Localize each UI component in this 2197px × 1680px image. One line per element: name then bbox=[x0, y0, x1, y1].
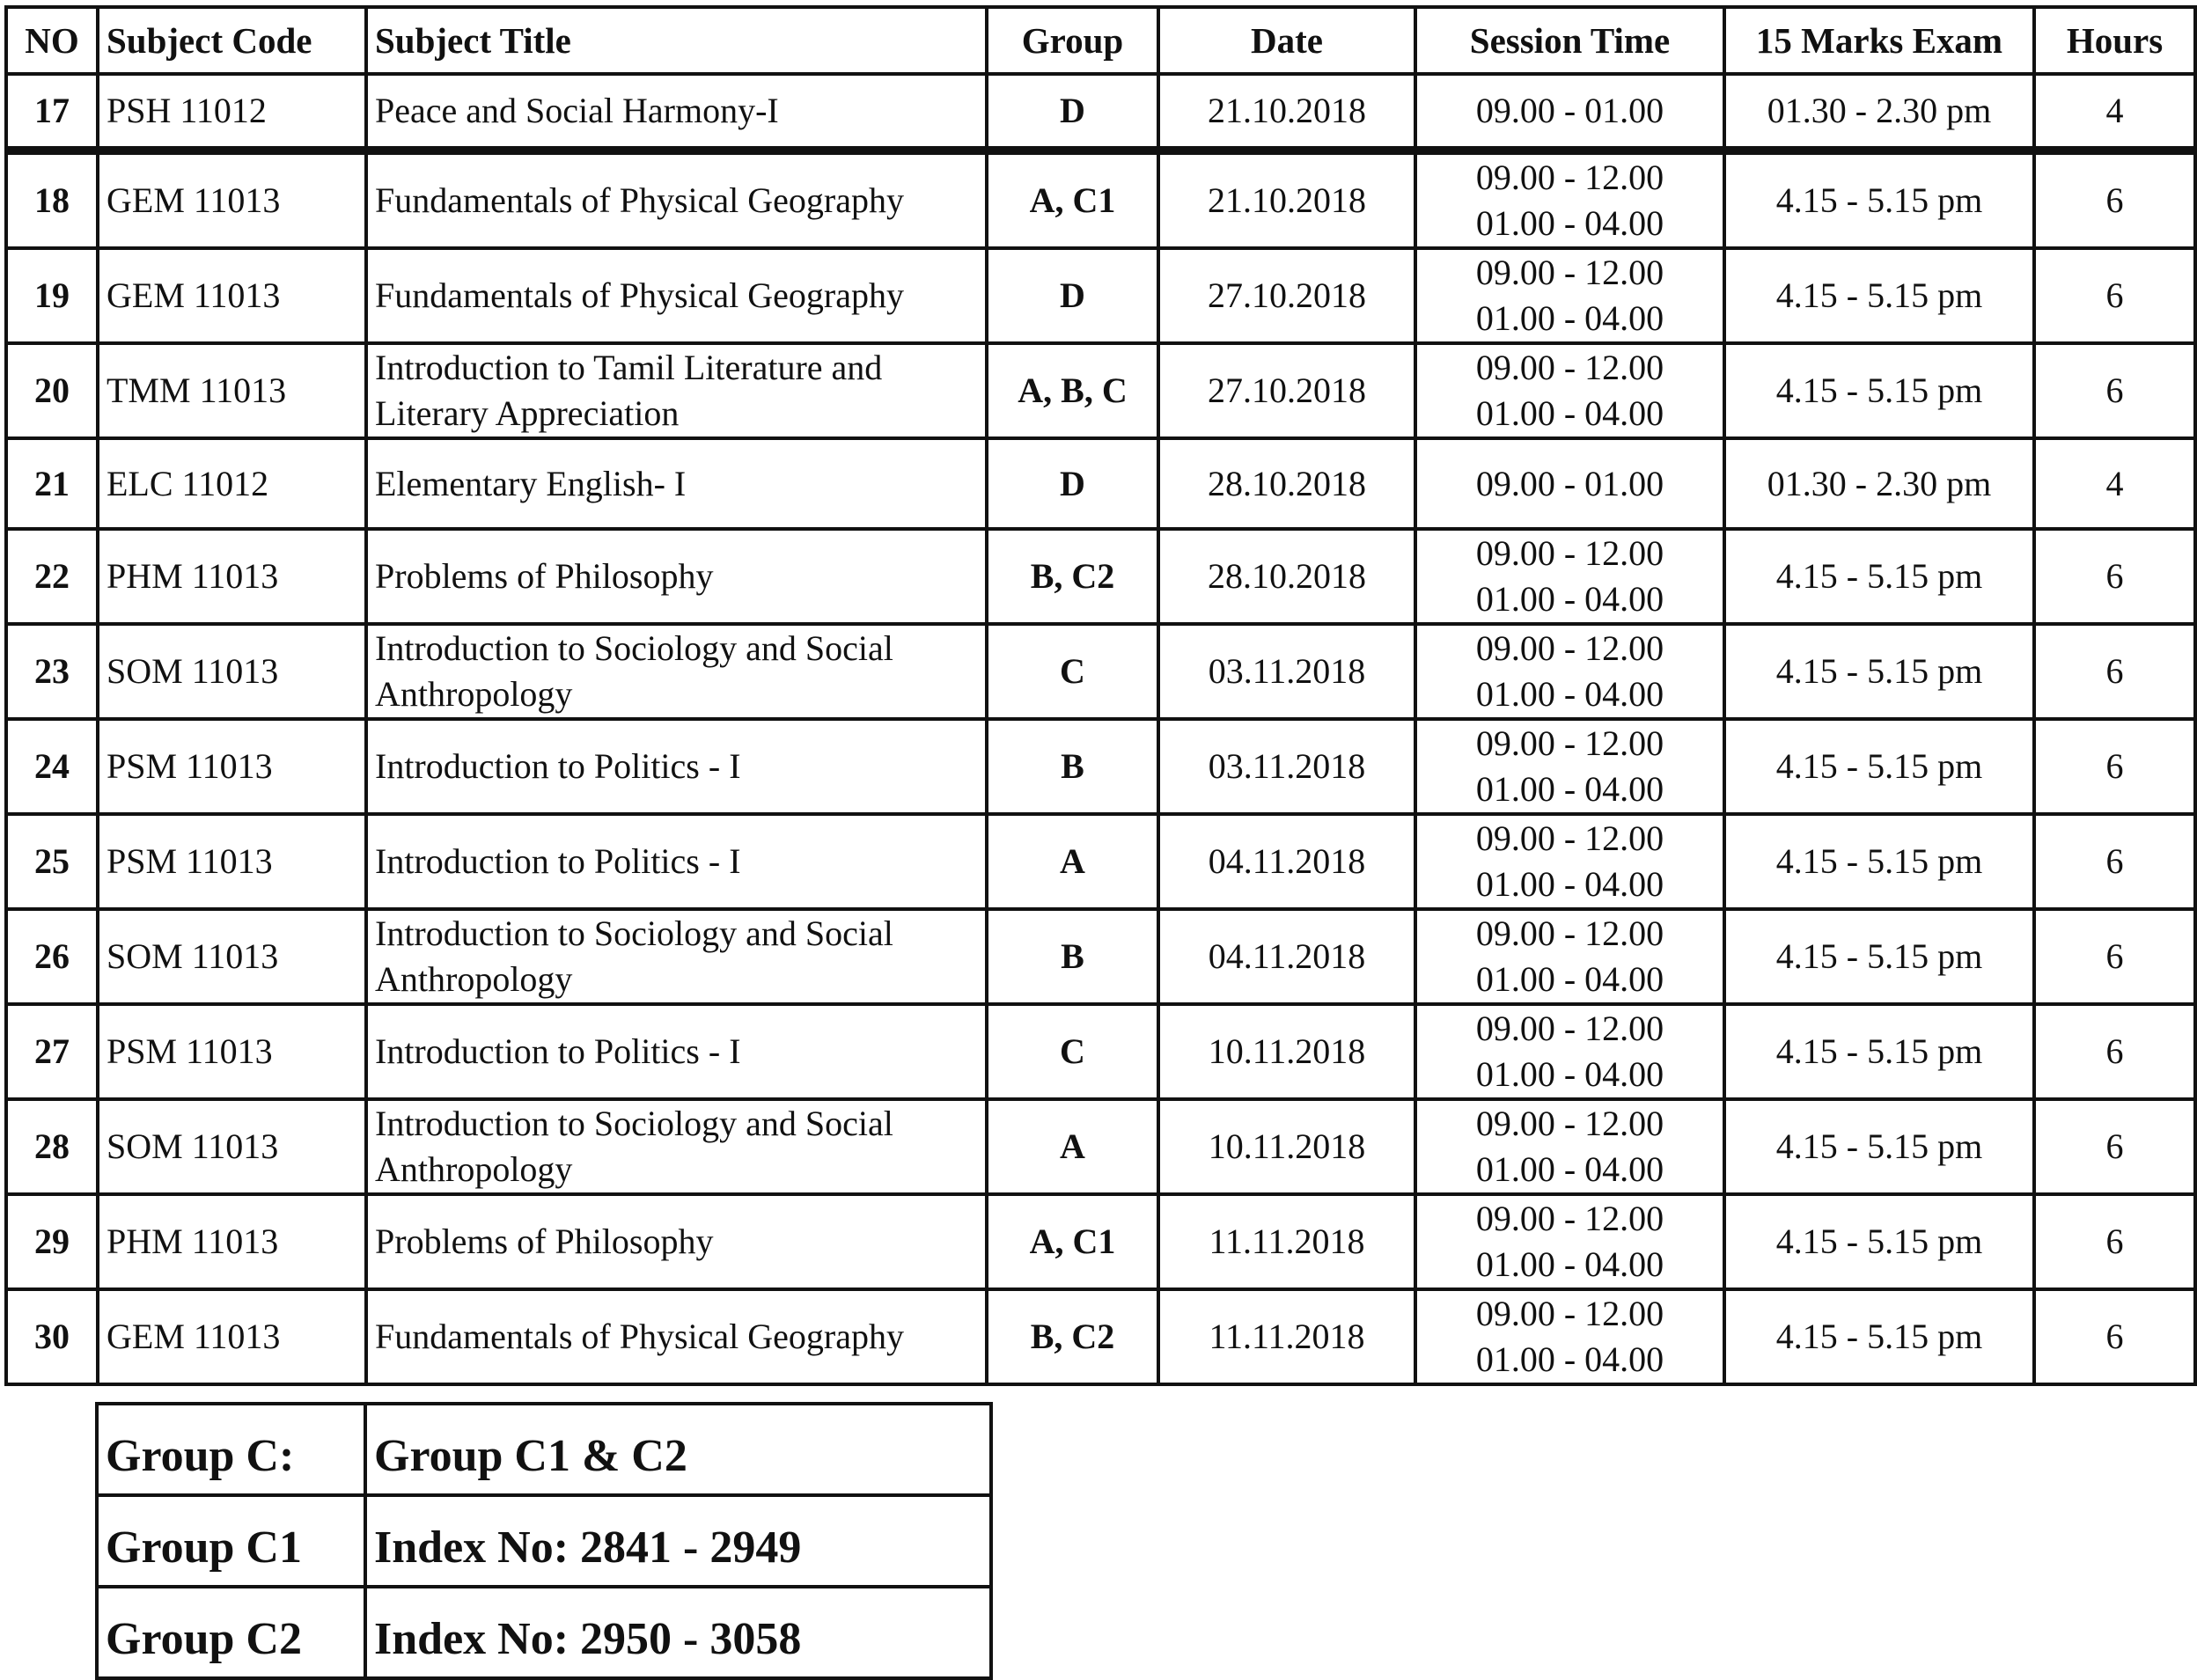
session-line: 09.00 - 12.00 bbox=[1475, 913, 1664, 953]
fifteen-marks-exam: 4.15 - 5.15 pm bbox=[1724, 719, 2034, 814]
group: C bbox=[987, 1004, 1158, 1099]
header-subject-code: Subject Code bbox=[98, 7, 366, 74]
hours: 6 bbox=[2034, 814, 2195, 909]
session-line: 01.00 - 04.00 bbox=[1475, 579, 1664, 619]
subject-title: Introduction to Tamil Literature and Literary Appreciation bbox=[366, 343, 987, 438]
table-row bbox=[6, 438, 2195, 529]
subject-title: Fundamentals of Physical Geography bbox=[366, 150, 987, 248]
header-hours: Hours bbox=[2034, 7, 2195, 74]
exam-date: 21.10.2018 bbox=[1158, 74, 1415, 150]
fifteen-marks-exam: 4.15 - 5.15 pm bbox=[1724, 248, 2034, 343]
row-number: 20 bbox=[6, 343, 98, 438]
exam-date: 10.11.2018 bbox=[1158, 1004, 1415, 1099]
row-number: 22 bbox=[6, 529, 98, 624]
fifteen-marks-exam: 4.15 - 5.15 pm bbox=[1724, 150, 2034, 248]
subject-code: SOM 11013 bbox=[98, 624, 366, 719]
session-time bbox=[1415, 529, 1724, 624]
table-row bbox=[6, 150, 2195, 248]
subject-code: PSM 11013 bbox=[98, 1004, 366, 1099]
exam-date: 28.10.2018 bbox=[1158, 438, 1415, 529]
table-row bbox=[6, 909, 2195, 1004]
fifteen-marks-exam: 4.15 - 5.15 pm bbox=[1724, 1289, 2034, 1384]
table-row bbox=[6, 248, 2195, 343]
row-number: 29 bbox=[6, 1194, 98, 1289]
subject-code: SOM 11013 bbox=[98, 1099, 366, 1194]
subject-code: PSM 11013 bbox=[98, 814, 366, 909]
session-line: 01.00 - 04.00 bbox=[1475, 393, 1664, 433]
row-number: 30 bbox=[6, 1289, 98, 1384]
legend-row bbox=[97, 1404, 991, 1495]
session-time bbox=[1415, 1099, 1724, 1194]
group: D bbox=[987, 74, 1158, 150]
session-line: 09.00 - 12.00 bbox=[1475, 1104, 1664, 1143]
session-line: 09.00 - 12.00 bbox=[1475, 253, 1664, 292]
header-session-time: Session Time bbox=[1415, 7, 1724, 74]
header-no: NO bbox=[6, 7, 98, 74]
subject-title: Introduction to Sociology and Social Anthropology bbox=[366, 1099, 987, 1194]
row-number: 27 bbox=[6, 1004, 98, 1099]
subject-title: Introduction to Politics - I bbox=[366, 814, 987, 909]
subject-title: Introduction to Sociology and Social Anthropology bbox=[366, 909, 987, 1004]
session-time bbox=[1415, 1194, 1724, 1289]
header-15-marks-exam: 15 Marks Exam bbox=[1724, 7, 2034, 74]
subject-title: Fundamentals of Physical Geography bbox=[366, 248, 987, 343]
legend-label: Group C2 bbox=[97, 1587, 365, 1678]
session-time bbox=[1415, 438, 1724, 529]
legend-label: Group C: bbox=[97, 1404, 365, 1495]
subject-code: PSH 11012 bbox=[98, 74, 366, 150]
legend-value: Index No: 2950 - 3058 bbox=[365, 1587, 991, 1678]
header-date: Date bbox=[1158, 7, 1415, 74]
header-subject-title: Subject Title bbox=[366, 7, 987, 74]
subject-title: Introduction to Politics - I bbox=[366, 719, 987, 814]
subject-title: Peace and Social Harmony-I bbox=[366, 74, 987, 150]
table-row bbox=[6, 1099, 2195, 1194]
table-row bbox=[6, 1194, 2195, 1289]
group: D bbox=[987, 438, 1158, 529]
table-row bbox=[6, 529, 2195, 624]
subject-title: Introduction to Politics - I bbox=[366, 1004, 987, 1099]
group: B, C2 bbox=[987, 1289, 1158, 1384]
fifteen-marks-exam: 4.15 - 5.15 pm bbox=[1724, 1004, 2034, 1099]
subject-title: Problems of Philosophy bbox=[366, 1194, 987, 1289]
hours: 4 bbox=[2034, 74, 2195, 150]
fifteen-marks-exam: 4.15 - 5.15 pm bbox=[1724, 624, 2034, 719]
session-time bbox=[1415, 248, 1724, 343]
table-row bbox=[6, 624, 2195, 719]
subject-code: SOM 11013 bbox=[98, 909, 366, 1004]
row-number: 26 bbox=[6, 909, 98, 1004]
hours: 6 bbox=[2034, 624, 2195, 719]
group: B, C2 bbox=[987, 529, 1158, 624]
exam-schedule-table bbox=[4, 5, 2197, 1386]
subject-code: GEM 11013 bbox=[98, 150, 366, 248]
session-time bbox=[1415, 1289, 1724, 1384]
session-line: 09.00 - 12.00 bbox=[1475, 1009, 1664, 1048]
subject-code: PSM 11013 bbox=[98, 719, 366, 814]
group: C bbox=[987, 624, 1158, 719]
subject-code: PHM 11013 bbox=[98, 1194, 366, 1289]
session-time bbox=[1415, 909, 1724, 1004]
session-line: 09.00 - 01.00 bbox=[1475, 91, 1664, 130]
hours: 6 bbox=[2034, 1289, 2195, 1384]
fifteen-marks-exam: 4.15 - 5.15 pm bbox=[1724, 909, 2034, 1004]
exam-date: 03.11.2018 bbox=[1158, 719, 1415, 814]
table-row bbox=[6, 1004, 2195, 1099]
session-time bbox=[1415, 150, 1724, 248]
group: A bbox=[987, 814, 1158, 909]
session-line: 09.00 - 12.00 bbox=[1475, 1294, 1664, 1333]
session-line: 01.00 - 04.00 bbox=[1475, 1054, 1664, 1094]
subject-title: Fundamentals of Physical Geography bbox=[366, 1289, 987, 1384]
session-line: 09.00 - 12.00 bbox=[1475, 533, 1664, 573]
legend-row bbox=[97, 1495, 991, 1587]
row-number: 19 bbox=[6, 248, 98, 343]
subject-code: PHM 11013 bbox=[98, 529, 366, 624]
exam-date: 10.11.2018 bbox=[1158, 1099, 1415, 1194]
exam-date: 03.11.2018 bbox=[1158, 624, 1415, 719]
session-line: 09.00 - 12.00 bbox=[1475, 348, 1664, 387]
session-line: 09.00 - 12.00 bbox=[1475, 158, 1664, 197]
exam-date: 11.11.2018 bbox=[1158, 1194, 1415, 1289]
hours: 6 bbox=[2034, 719, 2195, 814]
legend-value: Group C1 & C2 bbox=[365, 1404, 991, 1495]
session-line: 09.00 - 12.00 bbox=[1475, 818, 1664, 858]
hours: 4 bbox=[2034, 438, 2195, 529]
hours: 6 bbox=[2034, 909, 2195, 1004]
row-number: 18 bbox=[6, 150, 98, 248]
group: A, C1 bbox=[987, 150, 1158, 248]
group: A bbox=[987, 1099, 1158, 1194]
subject-code: GEM 11013 bbox=[98, 1289, 366, 1384]
table-row bbox=[6, 343, 2195, 438]
exam-date: 27.10.2018 bbox=[1158, 248, 1415, 343]
group: A, B, C bbox=[987, 343, 1158, 438]
session-line: 01.00 - 04.00 bbox=[1475, 1149, 1664, 1189]
fifteen-marks-exam: 4.15 - 5.15 pm bbox=[1724, 814, 2034, 909]
row-number: 21 bbox=[6, 438, 98, 529]
fifteen-marks-exam: 4.15 - 5.15 pm bbox=[1724, 1099, 2034, 1194]
legend-label: Group C1 bbox=[97, 1495, 365, 1587]
subject-title: Elementary English- I bbox=[366, 438, 987, 529]
session-time bbox=[1415, 74, 1724, 150]
session-time bbox=[1415, 624, 1724, 719]
hours: 6 bbox=[2034, 1194, 2195, 1289]
legend-value: Index No: 2841 - 2949 bbox=[365, 1495, 991, 1587]
header-group: Group bbox=[987, 7, 1158, 74]
table-row bbox=[6, 719, 2195, 814]
session-line: 09.00 - 12.00 bbox=[1475, 723, 1664, 763]
legend-row bbox=[97, 1587, 991, 1678]
group: D bbox=[987, 248, 1158, 343]
session-time bbox=[1415, 1004, 1724, 1099]
row-number: 24 bbox=[6, 719, 98, 814]
exam-date: 04.11.2018 bbox=[1158, 909, 1415, 1004]
fifteen-marks-exam: 4.15 - 5.15 pm bbox=[1724, 529, 2034, 624]
session-line: 01.00 - 04.00 bbox=[1475, 959, 1664, 999]
session-line: 01.00 - 04.00 bbox=[1475, 298, 1664, 338]
table-row bbox=[6, 74, 2195, 150]
subject-title: Introduction to Sociology and Social Anthropology bbox=[366, 624, 987, 719]
session-line: 09.00 - 12.00 bbox=[1475, 1199, 1664, 1238]
hours: 6 bbox=[2034, 1099, 2195, 1194]
session-line: 01.00 - 04.00 bbox=[1475, 864, 1664, 904]
hours: 6 bbox=[2034, 150, 2195, 248]
session-time bbox=[1415, 343, 1724, 438]
hours: 6 bbox=[2034, 529, 2195, 624]
exam-date: 21.10.2018 bbox=[1158, 150, 1415, 248]
subject-title: Problems of Philosophy bbox=[366, 529, 987, 624]
row-number: 25 bbox=[6, 814, 98, 909]
table-row bbox=[6, 814, 2195, 909]
fifteen-marks-exam: 01.30 - 2.30 pm bbox=[1724, 438, 2034, 529]
session-time bbox=[1415, 814, 1724, 909]
session-line: 09.00 - 12.00 bbox=[1475, 628, 1664, 668]
session-line: 01.00 - 04.00 bbox=[1475, 203, 1664, 243]
fifteen-marks-exam: 4.15 - 5.15 pm bbox=[1724, 343, 2034, 438]
hours: 6 bbox=[2034, 248, 2195, 343]
session-line: 01.00 - 04.00 bbox=[1475, 1244, 1664, 1284]
fifteen-marks-exam: 01.30 - 2.30 pm bbox=[1724, 74, 2034, 150]
session-line: 09.00 - 01.00 bbox=[1475, 463, 1664, 503]
hours: 6 bbox=[2034, 343, 2195, 438]
exam-date: 04.11.2018 bbox=[1158, 814, 1415, 909]
row-number: 28 bbox=[6, 1099, 98, 1194]
hours: 6 bbox=[2034, 1004, 2195, 1099]
exam-date: 28.10.2018 bbox=[1158, 529, 1415, 624]
fifteen-marks-exam: 4.15 - 5.15 pm bbox=[1724, 1194, 2034, 1289]
session-time bbox=[1415, 719, 1724, 814]
group: A, C1 bbox=[987, 1194, 1158, 1289]
group-legend-table bbox=[95, 1402, 993, 1680]
subject-code: GEM 11013 bbox=[98, 248, 366, 343]
subject-code: TMM 11013 bbox=[98, 343, 366, 438]
exam-date: 27.10.2018 bbox=[1158, 343, 1415, 438]
header-row bbox=[6, 7, 2195, 74]
table-row bbox=[6, 1289, 2195, 1384]
session-line: 01.00 - 04.00 bbox=[1475, 1339, 1664, 1379]
session-line: 01.00 - 04.00 bbox=[1475, 769, 1664, 809]
group: B bbox=[987, 719, 1158, 814]
row-number: 17 bbox=[6, 74, 98, 150]
exam-date: 11.11.2018 bbox=[1158, 1289, 1415, 1384]
session-line: 01.00 - 04.00 bbox=[1475, 674, 1664, 714]
row-number: 23 bbox=[6, 624, 98, 719]
group: B bbox=[987, 909, 1158, 1004]
subject-code: ELC 11012 bbox=[98, 438, 366, 529]
